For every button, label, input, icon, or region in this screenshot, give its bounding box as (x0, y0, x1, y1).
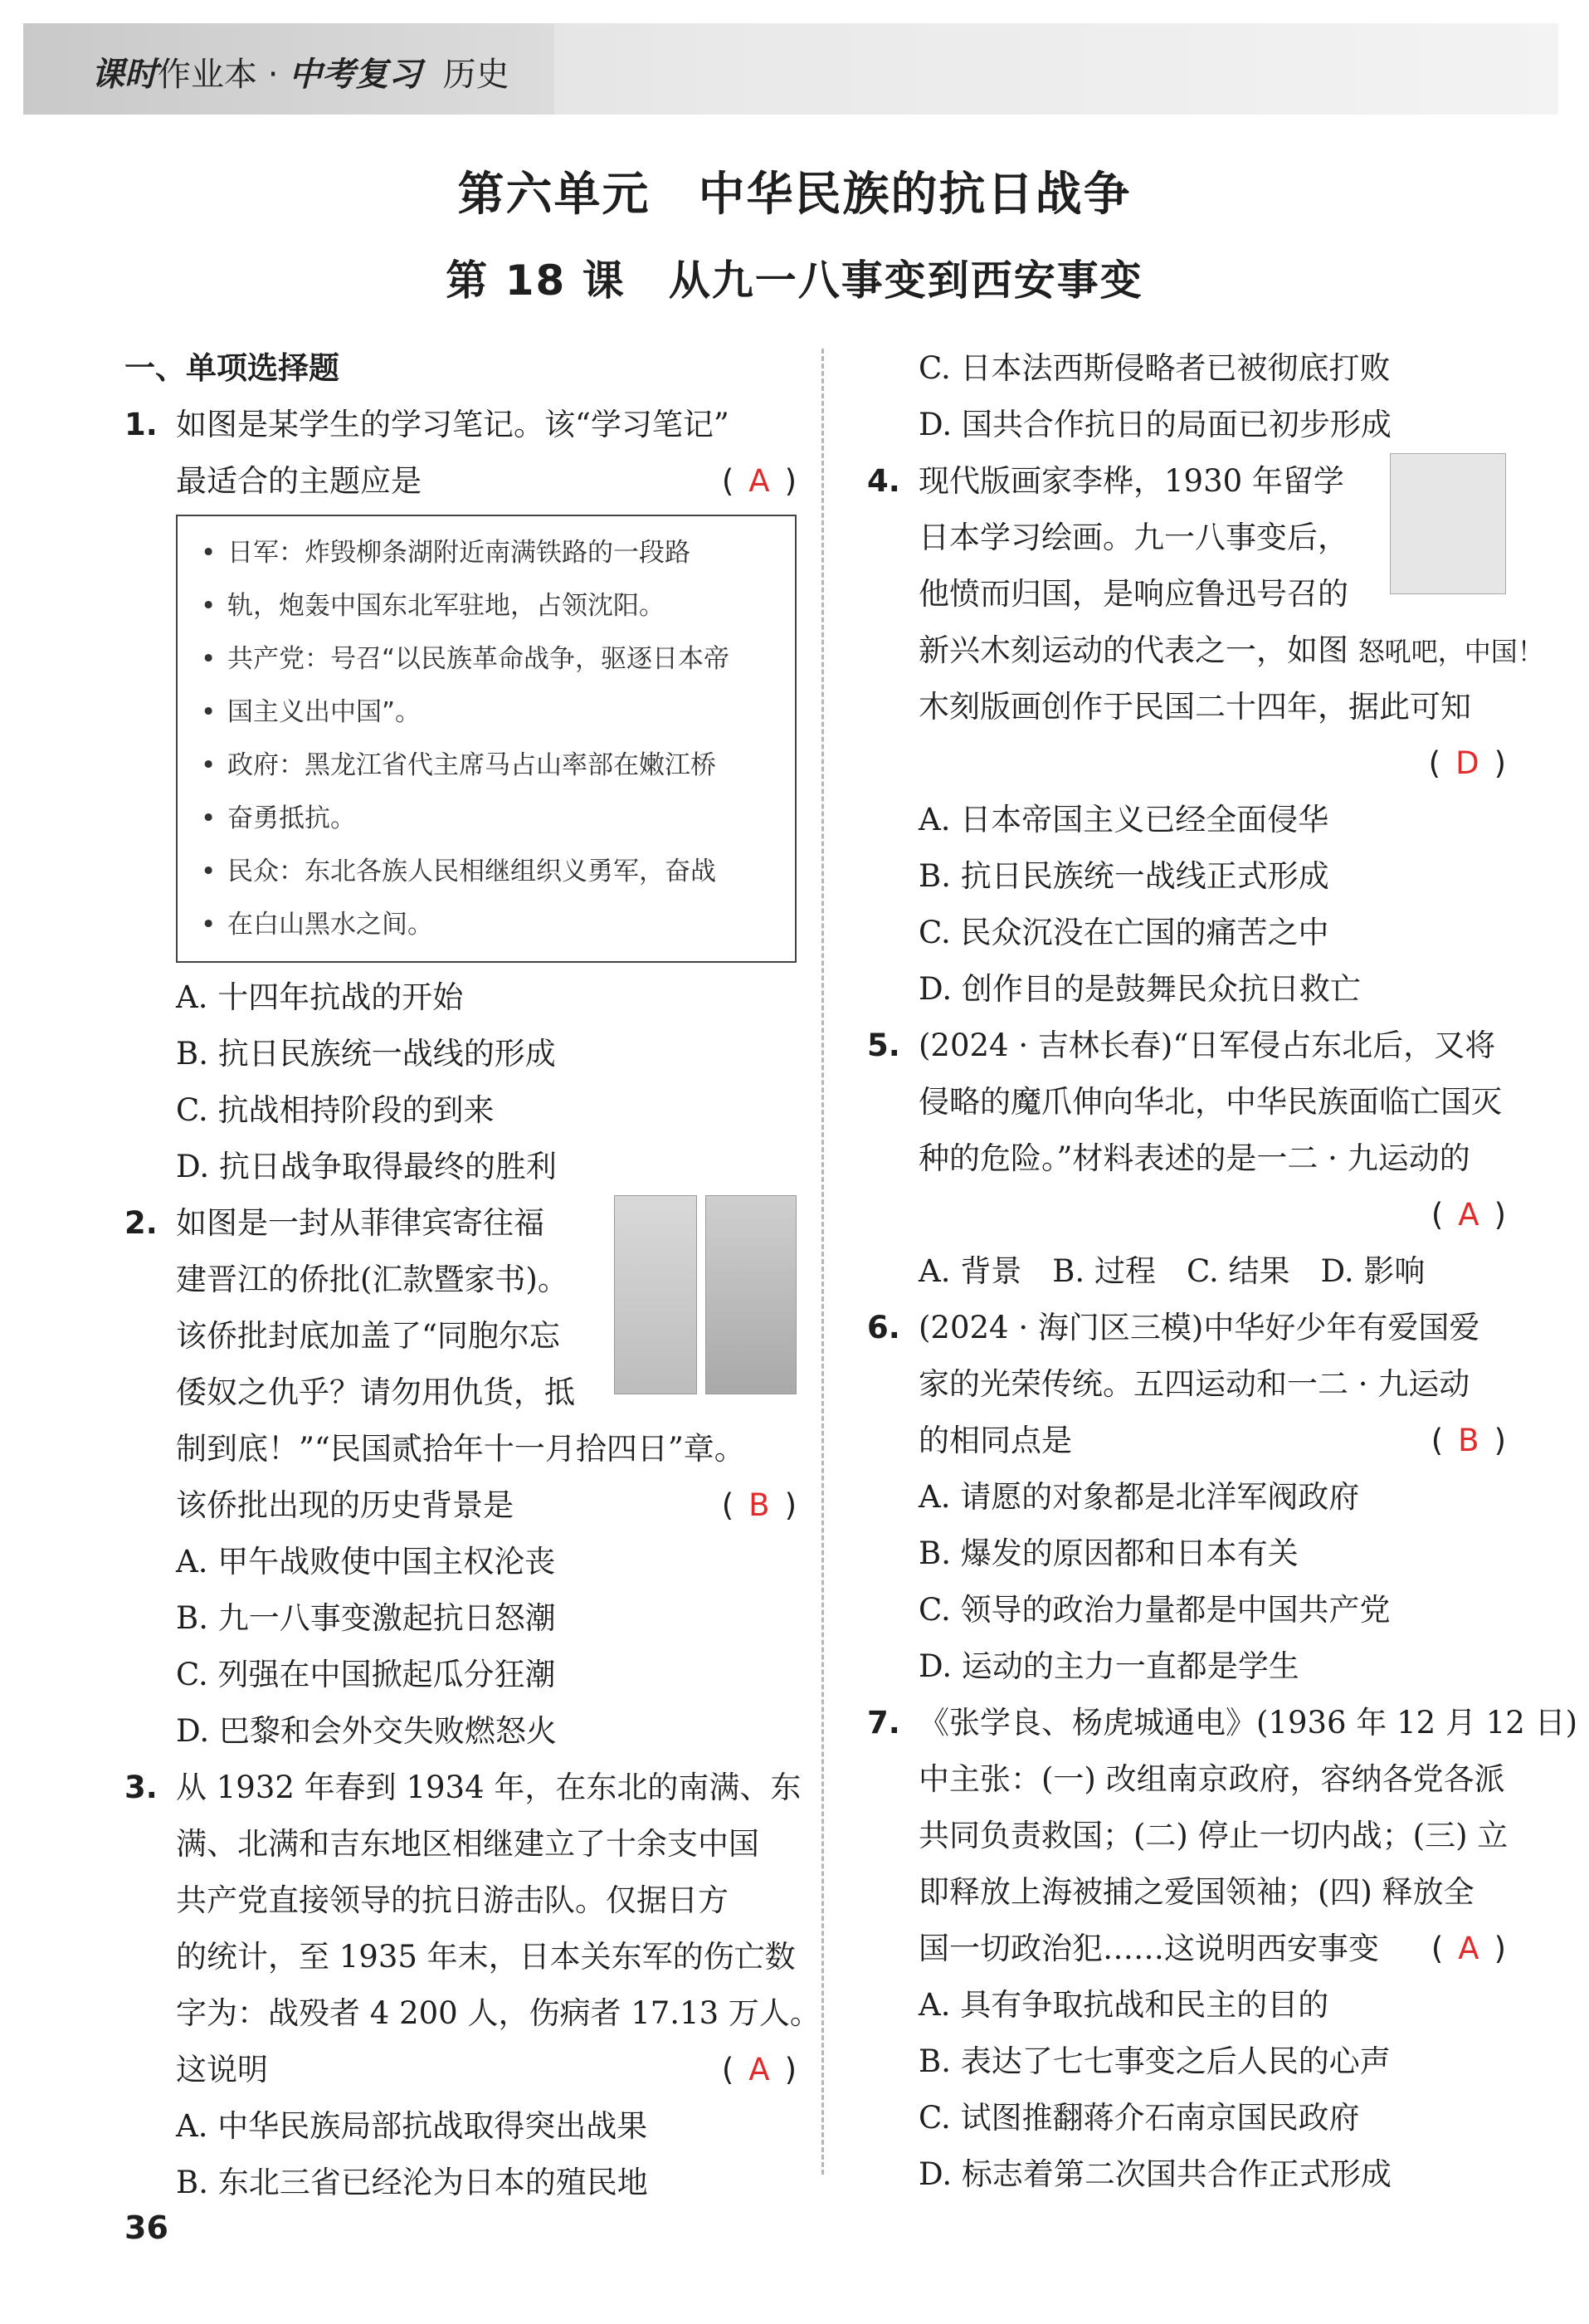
question-line (124, 1195, 797, 1252)
question-text (867, 1921, 1506, 1977)
question-text: 从 1932 年春到 1934 年，在东北的南满、东 (176, 1770, 802, 1805)
option-a: A. 请愿的对象都是北洋军阀政府 (919, 1479, 1360, 1515)
series-bold: 课时 (91, 56, 158, 94)
option-a: A. 具有争取抗战和民主的目的 (919, 1987, 1329, 2023)
left-column (124, 340, 821, 2211)
option-b: B. 九一八事变激起抗日怒潮 (176, 1600, 556, 1636)
question-5 (867, 1018, 1506, 1074)
answer-letter: A (1458, 1931, 1479, 1966)
question-text: 字为：战殁者 4 200 人，伤病者 17.13 万人。 (176, 1995, 821, 2031)
question-number: 6. (867, 1310, 900, 1345)
question-text: 种的危险。”材料表述的是一二 · 九运动的 (919, 1140, 1470, 1176)
answer-letter: A (748, 463, 770, 499)
answer-letter: B (1458, 1423, 1479, 1458)
answer-bracket: ( A ) (721, 463, 797, 499)
answer-letter: B (748, 1487, 770, 1523)
question-text: 新兴木刻运动的代表之一，如图 (919, 632, 1348, 668)
answer-line (867, 1187, 1506, 1243)
option-d: D. 标志着第二次国共合作正式形成 (919, 2156, 1392, 2192)
question-text: 国一切政治犯……这说明西安事变 (919, 1931, 1379, 1966)
option-c: C. 试图推翻蒋介石南京国民政府 (919, 2100, 1360, 2136)
question-6 (867, 1300, 1506, 1356)
question-line (867, 453, 1506, 510)
question-text (124, 453, 797, 510)
question-text: 《张学良、杨虎城通电》(1936 年 12 月 12 日) (919, 1705, 1577, 1741)
note-item-cont: • 国主义出中国”。 (194, 686, 778, 739)
question-text: 如图是某学生的学习笔记。该“学习笔记” (176, 407, 729, 442)
answer-letter: A (1458, 1197, 1479, 1233)
option-a: A. 十四年抗战的开始 (176, 979, 464, 1015)
question-text: 这说明 (176, 2052, 268, 2087)
question-text: 如图是一封从菲律宾寄往福 (176, 1205, 544, 1241)
question-text: 侵略的魔爪伸向华北，中华民族面临亡国灭 (919, 1084, 1502, 1120)
study-note-box (176, 515, 797, 963)
question-text: 倭奴之仇乎？请勿用仇货，抵 (176, 1374, 575, 1410)
question-text: (2024 · 海门区三模)中华好少年有爱国爱 (919, 1310, 1480, 1345)
question-text: 满、北满和吉东地区相继建立了十余支中国 (176, 1826, 759, 1862)
note-item-cont: • 奋勇抵抗。 (194, 792, 778, 845)
question-text: (2024 · 吉林长春)“日军侵占东北后，又将 (919, 1028, 1496, 1063)
question-text (124, 2042, 797, 2098)
question-text: 制到底！”“民国贰拾年十一月拾四日”章。 (176, 1431, 745, 1467)
question-number: 5. (867, 1028, 900, 1063)
unit-title: 第六单元 中华民族的抗日战争 (457, 168, 1132, 222)
book-series-title (91, 48, 509, 95)
question-text (867, 622, 1544, 679)
question-2 (124, 1195, 797, 1534)
question-text: 中主张：(一) 改组南京政府，容纳各党各派 (919, 1761, 1505, 1797)
question-text: 共产党直接领导的抗日游击队。仅据日方 (176, 1882, 729, 1918)
option-d: D. 运动的主力一直都是学生 (919, 1648, 1299, 1684)
answer-bracket: ( B ) (1431, 1423, 1506, 1458)
question-text: 现代版画家李桦，1930 年留学 (919, 463, 1344, 499)
question-text (124, 1477, 797, 1534)
series-rest: 作业本 · (158, 56, 290, 94)
question-text: 该侨批封底加盖了“同胞尔忘 (176, 1318, 560, 1354)
lesson-title: 第 18 课 从九一八事变到西安事变 (446, 256, 1143, 305)
question-text: 该侨批出现的历史背景是 (176, 1487, 514, 1523)
option-d: D. 创作目的是鼓舞民众抗日救亡 (919, 971, 1361, 1007)
question-text: 建晋江的侨批(汇款暨家书)。 (176, 1262, 568, 1297)
option-b: B. 抗日民族统一战线正式形成 (919, 858, 1329, 894)
option-c: C. 领导的政治力量都是中国共产党 (919, 1592, 1391, 1628)
option-b: B. 爆发的原因都和日本有关 (919, 1536, 1299, 1571)
question-text: 木刻版画创作于民国二十四年，据此可知 (919, 689, 1471, 725)
question-text: 的相同点是 (919, 1423, 1072, 1458)
question-1 (124, 397, 797, 453)
question-3 (124, 1760, 802, 1816)
note-item: • 共产党：号召“以民族革命战争，驱逐日本帝 (194, 632, 778, 686)
options-inline: A. 背景 B. 过程 C. 结果 D. 影响 (919, 1253, 1426, 1289)
answer-letter: A (748, 2052, 770, 2087)
question-text (867, 1413, 1506, 1469)
subject: 历史 (442, 56, 509, 94)
answer-bracket: ( B ) (721, 1487, 797, 1523)
option-b: B. 表达了七七事变之后人民的心声 (919, 2043, 1391, 2079)
column-divider (821, 349, 824, 2175)
option-a: A. 日本帝国主义已经全面侵华 (919, 802, 1329, 837)
question-text: 即释放上海被捕之爱国领袖；(四) 释放全 (919, 1874, 1474, 1910)
question-text: 家的光荣传统。五四运动和一二 · 九运动 (919, 1366, 1470, 1402)
answer-line (867, 735, 1506, 792)
question-text: 他愤而归国，是响应鲁迅号召的 (919, 576, 1348, 612)
question-7 (867, 1695, 1577, 1751)
option-c: C. 列强在中国掀起瓜分狂潮 (176, 1657, 556, 1692)
option-b: B. 抗日民族统一战线的形成 (176, 1036, 556, 1072)
question-number: 7. (867, 1705, 900, 1741)
question-text: 的统计，至 1935 年末，日本关东军的伤亡数 (176, 1939, 796, 1975)
question-number: 3. (124, 1770, 158, 1805)
note-item: • 民众：东北各族人民相继组织义勇军，奋战 (194, 845, 778, 898)
question-number: 2. (124, 1205, 158, 1241)
option-d: D. 巴黎和会外交失败燃怒火 (176, 1713, 557, 1749)
answer-letter: D (1455, 745, 1479, 781)
note-item: • 政府：黑龙江省代主席马占山率部在嫩江桥 (194, 739, 778, 792)
question-number: 1. (124, 407, 158, 442)
answer-bracket: ( D ) (1428, 745, 1506, 781)
question-text: 最适合的主题应是 (176, 463, 422, 499)
option-c: C. 民众沉没在亡国的痛苦之中 (919, 915, 1329, 950)
option-d: D. 抗日战争取得最终的胜利 (176, 1149, 557, 1184)
image-caption: 怒吼吧，中国！ (1357, 636, 1544, 667)
question-number: 4. (867, 463, 900, 499)
option-a: A. 中华民族局部抗战取得突出战果 (176, 2108, 648, 2144)
question-text: 日本学习绘画。九一八事变后， (919, 520, 1348, 555)
option-d: D. 国共合作抗日的局面已初步形成 (919, 407, 1392, 442)
answer-bracket: ( A ) (1431, 1931, 1506, 1966)
question-text: 共同负责救国；(二) 停止一切内战；(三) 立 (919, 1818, 1509, 1853)
note-item: • 日军：炸毁柳条湖附近南满铁路的一段路 (194, 526, 778, 579)
page-number: 36 (124, 2209, 168, 2246)
option-a: A. 甲午战败使中国主权沦丧 (176, 1544, 556, 1579)
exam-bold: 中考复习 (289, 56, 422, 94)
note-item-cont: • 轨，炮轰中国东北军驻地，占领沈阳。 (194, 579, 778, 632)
option-c: C. 日本法西斯侵略者已被彻底打败 (919, 350, 1391, 386)
option-c: C. 抗战相持阶段的到来 (176, 1092, 495, 1128)
note-item-cont: • 在白山黑水之间。 (194, 898, 778, 951)
section-heading: 一、单项选择题 (124, 350, 339, 386)
right-column (867, 340, 1577, 2203)
answer-bracket: ( A ) (1431, 1197, 1506, 1233)
question-4 (867, 453, 1544, 792)
option-b: B. 东北三省已经沦为日本的殖民地 (176, 2165, 648, 2200)
answer-bracket: ( A ) (721, 2052, 797, 2087)
